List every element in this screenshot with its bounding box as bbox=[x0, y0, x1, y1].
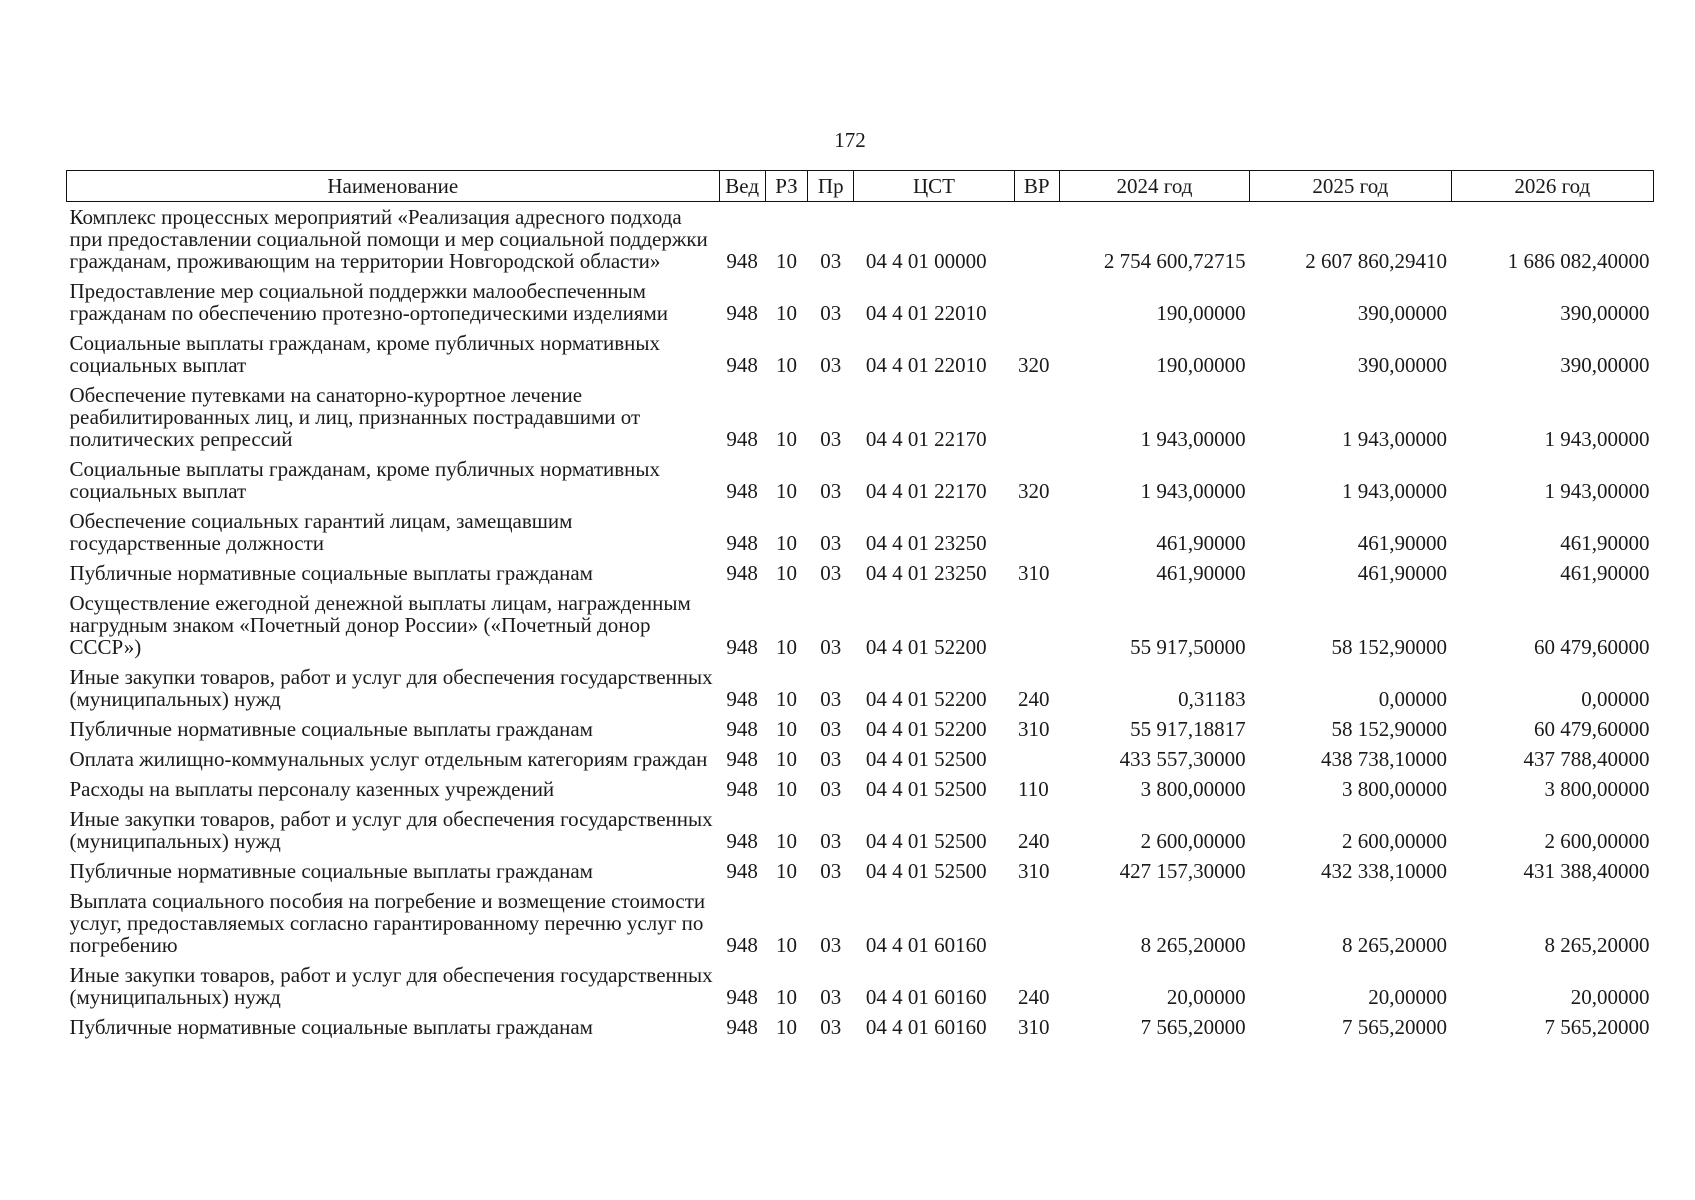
header-cst: ЦСТ bbox=[854, 171, 1014, 202]
cell-2025: 1 943,00000 bbox=[1342, 479, 1448, 503]
cell-pr: 03 bbox=[820, 747, 842, 771]
cell-cst: 04 4 01 23250 bbox=[865, 531, 987, 555]
cell-ved: 948 bbox=[726, 561, 758, 585]
page-number: 172 bbox=[834, 128, 866, 152]
table-row bbox=[67, 588, 1654, 662]
cell-cst: 04 4 01 52200 bbox=[865, 635, 987, 659]
cell-ved: 948 bbox=[726, 829, 758, 853]
cell-2026: 390,00000 bbox=[1560, 301, 1650, 325]
cell-vr bbox=[1014, 380, 1059, 454]
table-row bbox=[67, 856, 1654, 886]
cell-cst: 04 4 01 52200 bbox=[865, 687, 987, 711]
cell-ved: 948 bbox=[726, 635, 758, 659]
header-2024: 2024 год bbox=[1059, 171, 1249, 202]
cell-vr bbox=[1014, 506, 1059, 558]
cell-cst: 04 4 01 52500 bbox=[865, 777, 987, 801]
cell-rz: 10 bbox=[775, 777, 797, 801]
table-row bbox=[67, 276, 1654, 328]
cell-cst: 04 4 01 60160 bbox=[865, 1015, 987, 1039]
table-row bbox=[67, 328, 1654, 380]
table-row bbox=[67, 886, 1654, 960]
cell-vr: 310 bbox=[1018, 561, 1050, 585]
cell-rz: 10 bbox=[775, 479, 797, 503]
cell-vr bbox=[1014, 588, 1059, 662]
cell-pr: 03 bbox=[820, 933, 842, 957]
cell-pr: 03 bbox=[820, 859, 842, 883]
cell-pr: 03 bbox=[820, 249, 842, 273]
cell-2026: 437 788,40000 bbox=[1523, 747, 1650, 771]
cell-rz: 10 bbox=[775, 1015, 797, 1039]
table-row bbox=[67, 960, 1654, 1012]
table-row bbox=[67, 380, 1654, 454]
table-row bbox=[67, 744, 1654, 774]
cell-2024: 8 265,20000 bbox=[1140, 933, 1246, 957]
header-rz: РЗ bbox=[765, 171, 807, 202]
header-row bbox=[67, 171, 1654, 202]
cell-2026: 60 479,60000 bbox=[1534, 717, 1650, 741]
table-row bbox=[67, 774, 1654, 804]
header-2026: 2026 год bbox=[1451, 171, 1653, 202]
cell-ved: 948 bbox=[726, 1015, 758, 1039]
cell-2026: 7 565,20000 bbox=[1544, 1015, 1650, 1039]
cell-pr: 03 bbox=[820, 1015, 842, 1039]
cell-ved: 948 bbox=[726, 747, 758, 771]
cell-2025: 432 338,10000 bbox=[1321, 859, 1448, 883]
header-ved: Вед bbox=[719, 171, 765, 202]
cell-rz: 10 bbox=[775, 635, 797, 659]
cell-2026: 8 265,20000 bbox=[1544, 933, 1650, 957]
cell-name: Публичные нормативные социальные выплаты гражданам bbox=[69, 717, 593, 741]
table-row bbox=[67, 714, 1654, 744]
cell-vr: 240 bbox=[1018, 829, 1050, 853]
cell-2026: 461,90000 bbox=[1560, 531, 1650, 555]
cell-name: Публичные нормативные социальные выплаты гражданам bbox=[69, 561, 593, 585]
cell-pr: 03 bbox=[820, 531, 842, 555]
cell-rz: 10 bbox=[775, 301, 797, 325]
cell-2025: 0,00000 bbox=[1378, 687, 1448, 711]
cell-2024: 1 943,00000 bbox=[1140, 479, 1246, 503]
cell-2024: 190,00000 bbox=[1156, 353, 1246, 377]
cell-ved: 948 bbox=[726, 859, 758, 883]
cell-2025: 58 152,90000 bbox=[1331, 717, 1448, 741]
table-row bbox=[67, 1012, 1654, 1042]
cell-2025: 438 738,10000 bbox=[1321, 747, 1448, 771]
cell-vr: 310 bbox=[1018, 1015, 1050, 1039]
cell-cst: 04 4 01 52200 bbox=[865, 717, 987, 741]
cell-rz: 10 bbox=[775, 687, 797, 711]
cell-name: Обеспечение социальных гарантий лицам, замещавшим государственные должности bbox=[69, 509, 573, 555]
cell-2024: 190,00000 bbox=[1156, 301, 1246, 325]
cell-pr: 03 bbox=[820, 777, 842, 801]
cell-vr: 310 bbox=[1018, 717, 1050, 741]
cell-name: Иные закупки товаров, работ и услуг для обеспечения государственных (муниципальных) нужд bbox=[69, 807, 713, 853]
cell-2026: 1 943,00000 bbox=[1544, 427, 1650, 451]
cell-2024: 2 600,00000 bbox=[1140, 829, 1246, 853]
cell-pr: 03 bbox=[820, 635, 842, 659]
cell-rz: 10 bbox=[775, 985, 797, 1009]
cell-rz: 10 bbox=[775, 717, 797, 741]
cell-cst: 04 4 01 22170 bbox=[865, 427, 987, 451]
table-row bbox=[67, 558, 1654, 588]
cell-rz: 10 bbox=[775, 829, 797, 853]
cell-pr: 03 bbox=[820, 479, 842, 503]
table-row bbox=[67, 506, 1654, 558]
cell-pr: 03 bbox=[820, 561, 842, 585]
cell-cst: 04 4 01 52500 bbox=[865, 747, 987, 771]
cell-pr: 03 bbox=[820, 829, 842, 853]
cell-cst: 04 4 01 22170 bbox=[865, 479, 987, 503]
header-pr: Пр bbox=[808, 171, 854, 202]
cell-name: Социальные выплаты гражданам, кроме публичных нормативных социальных выплат bbox=[69, 457, 661, 503]
cell-name: Социальные выплаты гражданам, кроме публичных нормативных социальных выплат bbox=[69, 331, 661, 377]
cell-2025: 461,90000 bbox=[1357, 531, 1448, 555]
cell-2026: 1 943,00000 bbox=[1544, 479, 1650, 503]
cell-cst: 04 4 01 23250 bbox=[865, 561, 987, 585]
cell-2024: 461,90000 bbox=[1156, 561, 1246, 585]
cell-name: Расходы на выплаты персоналу казенных учреждений bbox=[69, 777, 555, 801]
cell-name: Иные закупки товаров, работ и услуг для обеспечения государственных (муниципальных) нужд bbox=[69, 963, 713, 1009]
cell-2025: 7 565,20000 bbox=[1342, 1015, 1448, 1039]
cell-pr: 03 bbox=[820, 427, 842, 451]
cell-2025: 390,00000 bbox=[1357, 301, 1448, 325]
cell-2025: 2 607 860,29410 bbox=[1305, 249, 1448, 273]
cell-pr: 03 bbox=[820, 985, 842, 1009]
cell-name: Комплекс процессных мероприятий «Реализация адресного подхода при предоставлении социальной помощи и мер социальной поддержки гражданам, проживающим на территории Новгородской области» bbox=[69, 205, 708, 273]
cell-2026: 3 800,00000 bbox=[1544, 777, 1650, 801]
table-body bbox=[67, 202, 1654, 1043]
cell-2026: 0,00000 bbox=[1581, 687, 1650, 711]
cell-ved: 948 bbox=[726, 985, 758, 1009]
cell-2025: 2 600,00000 bbox=[1342, 829, 1448, 853]
cell-cst: 04 4 01 00000 bbox=[865, 249, 987, 273]
cell-2024: 1 943,00000 bbox=[1140, 427, 1246, 451]
cell-2024: 461,90000 bbox=[1156, 531, 1246, 555]
cell-ved: 948 bbox=[726, 687, 758, 711]
cell-2024: 55 917,18817 bbox=[1130, 717, 1246, 741]
cell-vr: 310 bbox=[1018, 859, 1050, 883]
cell-vr: 320 bbox=[1018, 479, 1050, 503]
cell-2025: 58 152,90000 bbox=[1331, 635, 1448, 659]
cell-vr: 240 bbox=[1018, 687, 1050, 711]
cell-ved: 948 bbox=[726, 249, 758, 273]
cell-2026: 431 388,40000 bbox=[1523, 859, 1650, 883]
cell-2024: 20,00000 bbox=[1166, 985, 1246, 1009]
cell-name: Оплата жилищно-коммунальных услуг отдельным категориям граждан bbox=[69, 747, 708, 771]
table-row bbox=[67, 804, 1654, 856]
cell-vr: 240 bbox=[1018, 985, 1050, 1009]
cell-2025: 1 943,00000 bbox=[1342, 427, 1448, 451]
cell-rz: 10 bbox=[775, 427, 797, 451]
cell-2024: 0,31183 bbox=[1178, 687, 1246, 711]
cell-vr: 320 bbox=[1018, 353, 1050, 377]
cell-pr: 03 bbox=[820, 301, 842, 325]
budget-table bbox=[66, 170, 1654, 1042]
cell-2025: 461,90000 bbox=[1357, 561, 1448, 585]
header-2025: 2025 год bbox=[1250, 171, 1451, 202]
cell-name: Выплата социального пособия на погребение и возмещение стоимости услуг, предоставляемых согласно гарантированному перечню услуг по погребению bbox=[69, 889, 706, 957]
cell-ved: 948 bbox=[726, 301, 758, 325]
cell-ved: 948 bbox=[726, 479, 758, 503]
cell-cst: 04 4 01 22010 bbox=[865, 301, 987, 325]
cell-ved: 948 bbox=[726, 933, 758, 957]
cell-ved: 948 bbox=[726, 531, 758, 555]
cell-vr bbox=[1014, 886, 1059, 960]
cell-2026: 2 600,00000 bbox=[1544, 829, 1650, 853]
cell-name: Публичные нормативные социальные выплаты гражданам bbox=[69, 859, 593, 883]
cell-vr bbox=[1014, 276, 1059, 328]
table-header bbox=[67, 171, 1654, 202]
cell-2025: 8 265,20000 bbox=[1342, 933, 1448, 957]
cell-rz: 10 bbox=[775, 747, 797, 771]
table-row bbox=[67, 662, 1654, 714]
cell-2024: 433 557,30000 bbox=[1119, 747, 1246, 771]
cell-rz: 10 bbox=[775, 353, 797, 377]
cell-rz: 10 bbox=[775, 933, 797, 957]
cell-2026: 60 479,60000 bbox=[1534, 635, 1650, 659]
cell-ved: 948 bbox=[726, 717, 758, 741]
cell-vr bbox=[1014, 202, 1059, 277]
cell-2024: 7 565,20000 bbox=[1140, 1015, 1246, 1039]
budget-table-container bbox=[66, 170, 1654, 1042]
cell-2025: 390,00000 bbox=[1357, 353, 1448, 377]
cell-vr bbox=[1014, 744, 1059, 774]
cell-name: Иные закупки товаров, работ и услуг для обеспечения государственных (муниципальных) нужд bbox=[69, 665, 713, 711]
cell-2024: 427 157,30000 bbox=[1119, 859, 1246, 883]
header-name: Наименование bbox=[67, 171, 720, 202]
cell-name: Осуществление ежегодной денежной выплаты лицам, награжденным нагрудным знаком «Почетный донор России» («Почетный донор СССР») bbox=[69, 591, 691, 659]
cell-cst: 04 4 01 60160 bbox=[865, 985, 987, 1009]
cell-rz: 10 bbox=[775, 859, 797, 883]
table-row bbox=[67, 454, 1654, 506]
cell-name: Публичные нормативные социальные выплаты гражданам bbox=[69, 1015, 593, 1039]
cell-cst: 04 4 01 22010 bbox=[865, 353, 987, 377]
cell-2025: 3 800,00000 bbox=[1342, 777, 1448, 801]
cell-2024: 3 800,00000 bbox=[1140, 777, 1246, 801]
cell-cst: 04 4 01 52500 bbox=[865, 829, 987, 853]
cell-name: Предоставление мер социальной поддержки малообеспеченным гражданам по обеспечению протезно-ортопедическими изделиями bbox=[69, 279, 669, 325]
cell-pr: 03 bbox=[820, 717, 842, 741]
cell-rz: 10 bbox=[775, 249, 797, 273]
cell-2026: 461,90000 bbox=[1560, 561, 1650, 585]
cell-2024: 2 754 600,72715 bbox=[1103, 249, 1246, 273]
cell-name: Обеспечение путевками на санаторно-курортное лечение реабилитированных лиц, и лиц, признанных пострадавшими от политических репрессий bbox=[69, 383, 641, 451]
cell-rz: 10 bbox=[775, 531, 797, 555]
cell-ved: 948 bbox=[726, 353, 758, 377]
cell-2025: 20,00000 bbox=[1368, 985, 1448, 1009]
cell-2026: 390,00000 bbox=[1560, 353, 1650, 377]
cell-2024: 55 917,50000 bbox=[1130, 635, 1246, 659]
cell-2026: 1 686 082,40000 bbox=[1507, 249, 1650, 273]
header-vr: ВР bbox=[1014, 171, 1059, 202]
cell-cst: 04 4 01 52500 bbox=[865, 859, 987, 883]
cell-ved: 948 bbox=[726, 777, 758, 801]
cell-pr: 03 bbox=[820, 353, 842, 377]
cell-2026: 20,00000 bbox=[1570, 985, 1650, 1009]
cell-pr: 03 bbox=[820, 687, 842, 711]
cell-cst: 04 4 01 60160 bbox=[865, 933, 987, 957]
table-row bbox=[67, 202, 1654, 277]
cell-ved: 948 bbox=[726, 427, 758, 451]
cell-vr: 110 bbox=[1018, 777, 1049, 801]
cell-rz: 10 bbox=[775, 561, 797, 585]
